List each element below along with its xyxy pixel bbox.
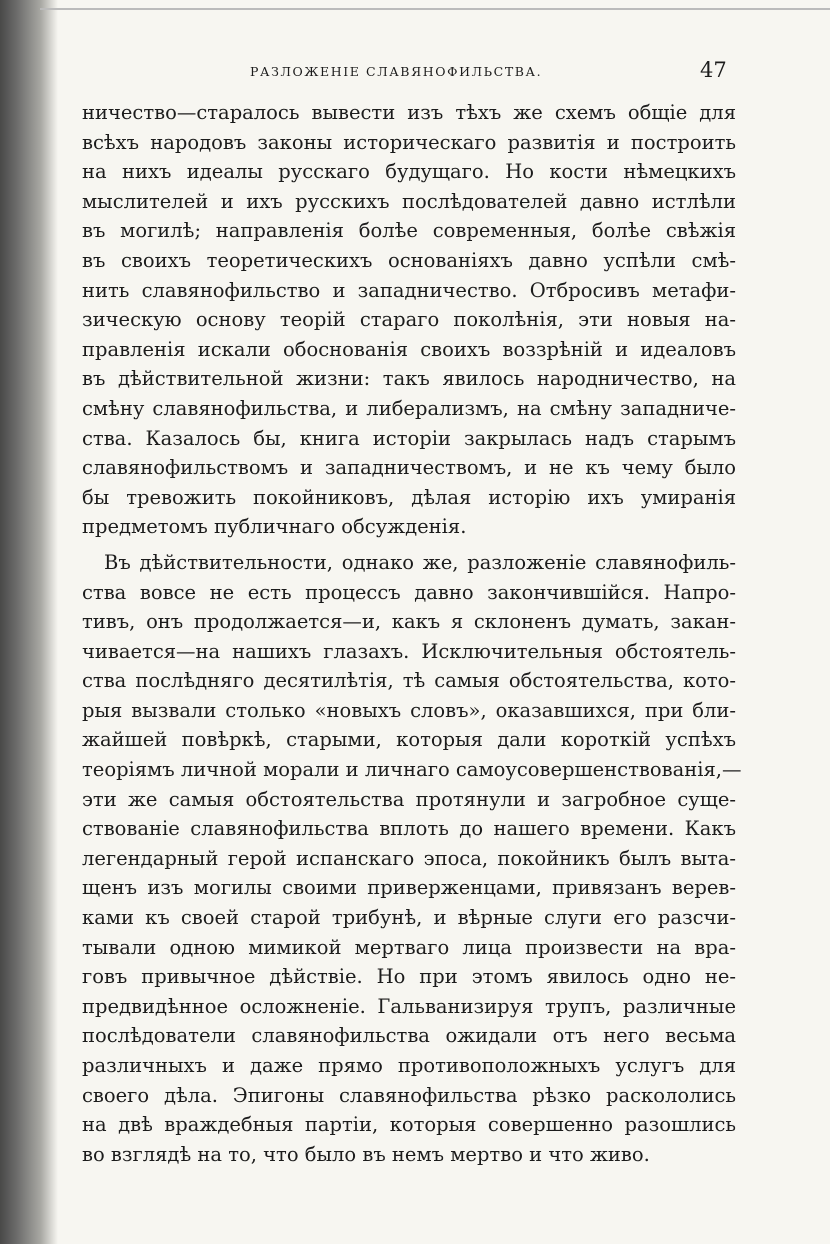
text-line: славянофильствомъ и западничествомъ, и не къ чему было (82, 456, 736, 480)
text-line: въ дѣйствительной жизни: такъ явилось народничество, на (82, 367, 736, 391)
text-line: теоріямъ личной морали и личнаго самоусовершенствованія,— (82, 758, 742, 782)
text-line: ствованіе славянофильства вплоть до нашего времени. Какъ (82, 817, 736, 841)
text-line: различныхъ и даже прямо противоположныхъ услугъ для (82, 1054, 736, 1077)
text-line: своего дѣла. Эпигоны славянофильства рѣзко раскололись (82, 1083, 736, 1107)
body-text (82, 98, 742, 1169)
text-line: бы тревожить покойниковъ, дѣлая исторію ихъ умиранія (82, 485, 736, 509)
text-line: мыслителей и ихъ русскихъ послѣдователей давно истлѣли (82, 189, 736, 213)
text-line: правленія искали обоснованія своихъ воззрѣній и идеаловъ (82, 337, 736, 361)
text-line: ничество—старалось вывести изъ тѣхъ же схемъ общіе для (82, 101, 736, 124)
page-edge-shadow (0, 0, 58, 1244)
text-line: зическую основу теорій стараго поколѣнія, эти новыя на- (82, 308, 736, 332)
paragraph (82, 548, 742, 1169)
paragraph (82, 98, 736, 542)
text-line: легендарный герой испанскаго эпоса, покойникъ былъ выта- (82, 846, 736, 870)
text-line: на двѣ враждебныя партіи, которыя совершенно разошлись (82, 1113, 736, 1137)
text-line: предвидѣнное осложненіе. Гальванизируя трупъ, различные (82, 994, 736, 1018)
text-line: жайшей повѣркѣ, старыми, которыя дали короткій успѣхъ (82, 728, 736, 752)
top-rule (40, 8, 830, 10)
text-line: въ могилѣ; направленія болѣе современныя, болѣе свѣжія (82, 219, 736, 243)
text-line: ства вовсе не есть процессъ давно закончившійся. Напро- (82, 580, 736, 604)
text-line: на нихъ идеалы русскаго будущаго. Но кости нѣмецкихъ (82, 160, 736, 184)
text-line: въ своихъ теоретическихъ основаніяхъ давно успѣли смѣ- (82, 248, 736, 272)
text-line: ства. Казалось бы, книга исторіи закрылась надъ старымъ (82, 426, 736, 450)
text-line: эти же самыя обстоятельства протянули и загробное суще- (82, 787, 736, 811)
text-line: смѣну славянофильства, и либерализмъ, на смѣну западниче- (82, 396, 736, 420)
text-line: ства послѣдняго десятилѣтія, тѣ самыя обстоятельства, кото- (82, 669, 736, 693)
text-line: говъ привычное дѣйствіе. Но при этомъ явилось одно не- (82, 965, 736, 989)
text-line: предметомъ публичнаго обсужденія. (82, 515, 467, 539)
text-line: чивается—на нашихъ глазахъ. Исключительныя обстоятель- (82, 639, 736, 663)
page-number: 47 (700, 58, 727, 82)
text-line: рыя вызвали столько «новыхъ словъ», оказавшихся, при бли- (82, 698, 736, 722)
text-line: ками къ своей старой трибунѣ, и вѣрные слуги его разсчи- (82, 906, 736, 930)
text-line: тывали одною мимикой мертваго лица произвести на вра- (82, 935, 736, 959)
text-line: нить славянофильство и западничество. Отбросивъ метафи- (82, 278, 736, 302)
text-line: всѣхъ народовъ законы историческаго развитія и построить (82, 130, 736, 154)
running-head: РАЗЛОЖЕНІЕ СЛАВЯНОФИЛЬСТВА. (250, 64, 543, 79)
text-line: во взглядѣ на то, что было въ немъ мертво и что живо. (82, 1142, 650, 1166)
text-line: тивъ, онъ продолжается—и, какъ я склоненъ думать, закан- (82, 610, 736, 634)
text-line: послѣдователи славянофильства ожидали отъ него весьма (82, 1024, 736, 1048)
text-line: Въ дѣйствительности, однако же, разложеніе славянофиль- (104, 550, 736, 574)
text-line: щенъ изъ могилы своими приверженцами, привязанъ верев- (82, 876, 736, 900)
